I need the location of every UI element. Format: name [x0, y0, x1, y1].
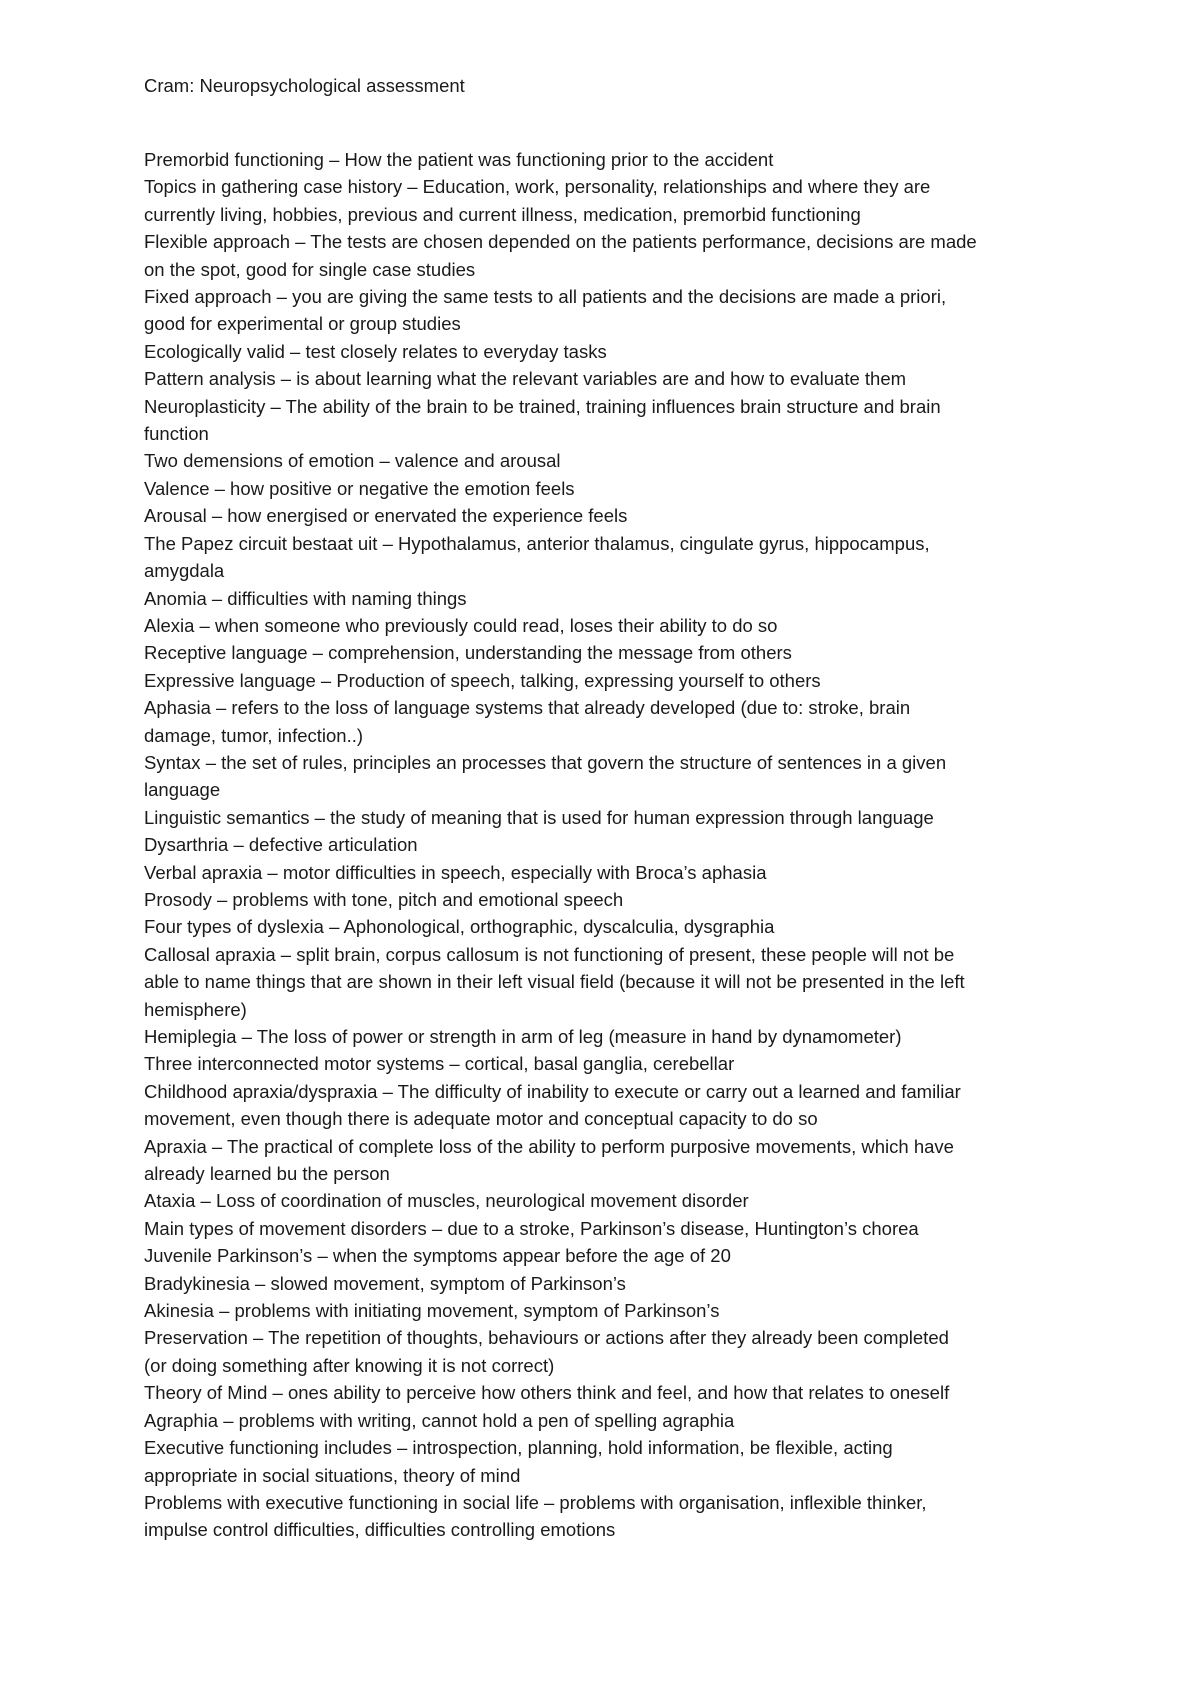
glossary-entry [144, 475, 1064, 502]
entry-line: movement, even though there is adequate motor and conceptual capacity to do so [144, 1108, 818, 1130]
glossary-entry [144, 1407, 1064, 1434]
entry-line: Pattern analysis – is about learning what the relevant variables are and how to evaluate them [144, 368, 907, 390]
entry-line: impulse control difficulties, difficulties controlling emotions [144, 1519, 616, 1541]
glossary-entry [144, 1242, 1064, 1269]
glossary-entry [144, 283, 1064, 338]
glossary-entry [144, 941, 1064, 1023]
glossary-entry [144, 146, 1064, 173]
entry-line: Agraphia – problems with writing, cannot hold a pen of spelling agraphia [144, 1409, 735, 1431]
entry-line: language [144, 779, 221, 801]
entry-line: Anomia – difficulties with naming things [144, 587, 467, 609]
entry-line: hemisphere) [144, 998, 247, 1020]
entry-line: on the spot, good for single case studies [144, 258, 476, 280]
entry-line: Valence – how positive or negative the emotion feels [144, 477, 575, 499]
entry-line: Three interconnected motor systems – cortical, basal ganglia, cerebellar [144, 1053, 735, 1075]
entry-line: Problems with executive functioning in social life – problems with organisation, inflexible thinker, [144, 1491, 927, 1513]
glossary-entry [144, 447, 1064, 474]
glossary-entry [144, 886, 1064, 913]
glossary-entry [144, 1324, 1064, 1379]
entry-line: Linguistic semantics – the study of meaning that is used for human expression through language [144, 806, 934, 828]
entry-line: (or doing something after knowing it is not correct) [144, 1354, 555, 1376]
entry-line: function [144, 423, 209, 445]
glossary-list [144, 146, 1064, 1544]
glossary-entry [144, 1050, 1064, 1077]
glossary-entry [144, 913, 1064, 940]
entry-line: Flexible approach – The tests are chosen depended on the patients performance, decisions are made [144, 231, 977, 253]
entry-line: appropriate in social situations, theory of mind [144, 1464, 521, 1486]
entry-line: Callosal apraxia – split brain, corpus callosum is not functioning of present, these people will not be [144, 943, 955, 965]
entry-line: Receptive language – comprehension, understanding the message from others [144, 642, 792, 664]
entry-line: Preservation – The repetition of thoughts, behaviours or actions after they already been completed [144, 1327, 949, 1349]
entry-line: Aphasia – refers to the loss of language systems that already developed (due to: stroke, brain [144, 697, 911, 719]
entry-line: Alexia – when someone who previously could read, loses their ability to do so [144, 614, 778, 636]
glossary-entry [144, 1187, 1064, 1214]
entry-line: Syntax – the set of rules, principles an processes that govern the structure of sentences in a given [144, 751, 947, 773]
document-title: Cram: Neuropsychological assessment [144, 75, 465, 96]
entry-line: Prosody – problems with tone, pitch and emotional speech [144, 888, 624, 910]
glossary-entry [144, 639, 1064, 666]
entry-line: damage, tumor, infection..) [144, 724, 364, 746]
entry-line: good for experimental or group studies [144, 313, 461, 335]
glossary-entry [144, 804, 1064, 831]
entry-line: Hemiplegia – The loss of power or strength in arm of leg (measure in hand by dynamometer) [144, 1026, 902, 1047]
glossary-entry [144, 338, 1064, 365]
glossary-entry [144, 1297, 1064, 1324]
glossary-entry [144, 585, 1064, 612]
entry-line: Executive functioning includes – introspection, planning, hold information, be flexible, acting [144, 1437, 893, 1459]
glossary-entry [144, 859, 1064, 886]
glossary-entry [144, 502, 1064, 529]
glossary-entry [144, 612, 1064, 639]
entry-line: Bradykinesia – slowed movement, symptom of Parkinson’s [144, 1272, 626, 1294]
glossary-entry [144, 749, 1064, 804]
glossary-entry [144, 1434, 1064, 1489]
entry-line: able to name things that are shown in their left visual field (because it will not be presented in the left [144, 971, 965, 993]
entry-line: Two demensions of emotion – valence and arousal [144, 450, 561, 472]
glossary-entry [144, 831, 1064, 858]
entry-line: amygdala [144, 560, 225, 582]
entry-line: Expressive language – Production of speech, talking, expressing yourself to others [144, 669, 821, 691]
entry-line: Main types of movement disorders – due to a stroke, Parkinson’s disease, Huntington’s chorea [144, 1217, 919, 1239]
glossary-entry [144, 694, 1064, 749]
glossary-entry [144, 393, 1064, 448]
entry-line: Topics in gathering case history – Education, work, personality, relationships and where they are [144, 176, 931, 198]
entry-line: Dysarthria – defective articulation [144, 834, 418, 856]
glossary-entry [144, 228, 1064, 283]
glossary-entry [144, 1078, 1064, 1133]
entry-line: Ecologically valid – test closely relates to everyday tasks [144, 340, 607, 362]
entry-line: Premorbid functioning – How the patient was functioning prior to the accident [144, 149, 774, 170]
glossary-entry [144, 173, 1064, 228]
entry-line: currently living, hobbies, previous and current illness, medication, premorbid functioning [144, 203, 861, 225]
entry-line: Theory of Mind – ones ability to perceive how others think and feel, and how that relates to oneself [144, 1382, 950, 1404]
glossary-entry [144, 1133, 1064, 1188]
glossary-entry [144, 1023, 1064, 1050]
entry-line: Fixed approach – you are giving the same tests to all patients and the decisions are made a priori, [144, 286, 947, 308]
glossary-entry [144, 1215, 1064, 1242]
entry-line: Juvenile Parkinson’s – when the symptoms appear before the age of 20 [144, 1245, 731, 1267]
glossary-entry [144, 530, 1064, 585]
entry-line: The Papez circuit bestaat uit – Hypothalamus, anterior thalamus, cingulate gyrus, hippocampus, [144, 532, 930, 554]
glossary-entry [144, 1270, 1064, 1297]
entry-line: Ataxia – Loss of coordination of muscles, neurological movement disorder [144, 1190, 749, 1212]
glossary-entry [144, 1379, 1064, 1406]
entry-line: Neuroplasticity – The ability of the brain to be trained, training influences brain structure and brain [144, 395, 941, 417]
entry-line: Childhood apraxia/dyspraxia – The difficulty of inability to execute or carry out a learned and familiar [144, 1080, 961, 1102]
entry-line: Verbal apraxia – motor difficulties in speech, especially with Broca’s aphasia [144, 861, 767, 883]
entry-line: Four types of dyslexia – Aphonological, orthographic, dyscalculia, dysgraphia [144, 916, 775, 938]
entry-line: Arousal – how energised or enervated the experience feels [144, 505, 628, 527]
entry-line: Akinesia – problems with initiating movement, symptom of Parkinson’s [144, 1300, 720, 1322]
entry-line: already learned bu the person [144, 1163, 390, 1185]
entry-line: Apraxia – The practical of complete loss of the ability to perform purposive movements, which have [144, 1135, 954, 1157]
glossary-entry [144, 667, 1064, 694]
glossary-entry [144, 1489, 1064, 1544]
glossary-entry [144, 365, 1064, 392]
